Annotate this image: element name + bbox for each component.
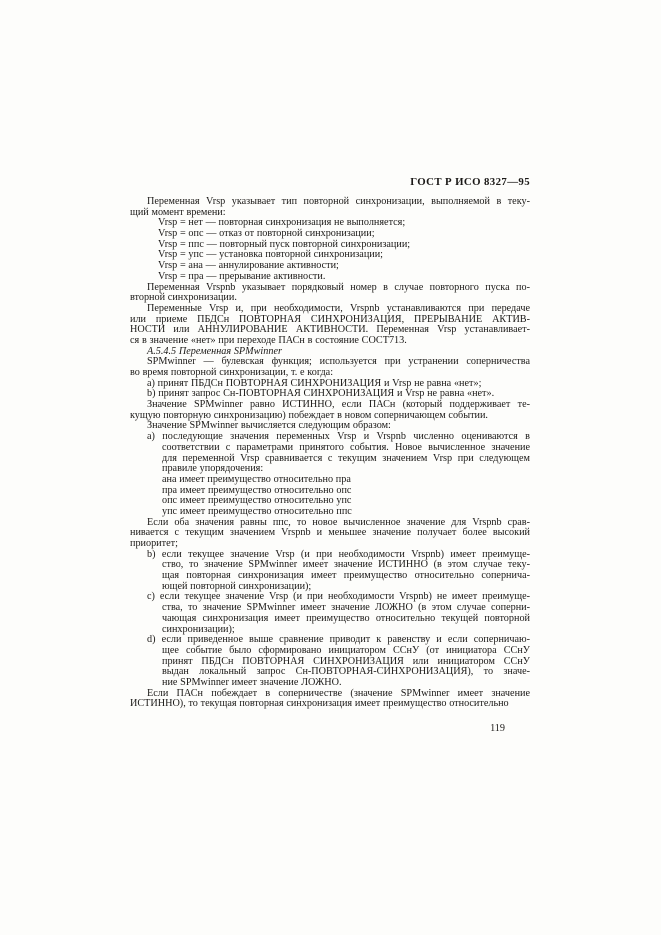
text-line: опс имеет преимущество относительно упс [162,495,352,507]
text-line: для переменной Vrsp сравнивается с текущим значением Vrsp при следующем [162,452,530,464]
text-line: a) последующие значения переменных Vrsp и Vrspnb численно оцениваются в [147,431,530,443]
text-line: упс имеет преимущество относительно ппс [162,505,352,517]
text-line: Значение SPMwinner равно ИСТИННО, если ПАСн (который поддерживает те- [147,399,530,411]
text-line: b) если текущее значение Vrsp (и при необходимости Vrspnb) имеет преимуще- [147,548,530,560]
text-line: ющей повторной синхронизации); [162,580,312,592]
text-line: a) принят ПБДСн ПОВТОРНАЯ СИНХРОНИЗАЦИЯ и Vrsp не равна «нет»; [147,377,482,389]
text-line: Если оба значения равны ппс, то новое вычисленное значение для Vrspnb срав- [147,516,530,528]
text-line: ства, то значение SPMwinner имеет значение ЛОЖНО (в этом случае соперни- [162,602,530,614]
text-line: b) принят запрос Сн-ПОВТОРНАЯ СИНХРОНИЗАЦИЯ и Vrsp не равна «нет». [147,388,495,400]
text-line: Vrsp = нет — повторная синхронизация не выполняется; [158,217,406,229]
text-line: ана имеет преимущество относительно пра [162,473,351,485]
text-line: щее событие было сформировано инициатором ССнУ (от инициатора ССнУ [162,644,530,656]
text-line: Vrsp = ппс — повторный пуск повторной синхронизации; [158,238,411,250]
text-line: чающая синхронизация имеет преимущество относительно текущей повторной [162,612,530,624]
text-line: Vrsp = упс — установка повторной синхронизации; [158,249,384,261]
text-line: Переменная Vrspnb указывает порядковый номер в случае повторного пуска по- [147,281,530,293]
text-line: d) если приведенное выше сравнение приводит к равенству и если соперничаю- [147,634,530,646]
page-number: 119 [490,723,505,734]
text-line: пра имеет преимущество относительно опс [162,484,352,496]
text-line: соответствии с параметрами принятого события. Новое вычисленное значение [162,441,530,453]
text-line: Vrsp = ана — аннулирование активности; [158,260,339,272]
text-line: А.5.4.5 Переменная SPMwinner [147,345,282,357]
text-line: вторной синхронизации. [130,292,237,304]
text-line: приоритет; [130,538,178,549]
text-line: Переменная Vrsp указывает тип повторной синхронизации, выполняемой в теку- [147,196,530,207]
document-body [130,197,530,710]
text-line: синхронизации); [162,623,235,635]
text-line: кущую повторную синхронизацию) побеждает в новом соперничающем событии. [130,409,488,421]
text-line: Значение SPMwinner вычисляется следующим образом: [147,420,391,432]
text-line: выдан локальный запрос Сн-ПОВТОРНАЯ-СИНХРОНИЗАЦИЯ), то значе- [162,666,530,678]
page-header: ГОСТ Р ИСО 8327—95 [410,176,530,188]
text-line: принят ПБДСн ПОВТОРНАЯ СИНХРОНИЗАЦИЯ или инициатором ССнУ [162,655,530,667]
text-line: Переменные Vrsp и, при необходимости, Vrspnb устанавливаются при передаче [147,302,530,314]
text-line: правиле упорядочения: [162,463,264,475]
text-line: ство, то значение SPMwinner имеет значение ИСТИННО (в этом случае теку- [162,559,530,571]
text-line: во время повторной синхронизации, т. е когда: [130,367,334,378]
text-line: Vrsp = пра — прерывание активности. [158,270,326,282]
text-line: c) если текущее значение Vrsp (и при необходимости Vrspnb) не имеет преимуще- [147,591,530,603]
text-line: ние SPMwinner имеет значение ЛОЖНО. [162,676,342,688]
text-line: ИСТИННО), то текущая повторная синхронизация имеет преимущество относительно [130,698,509,710]
text-line: или приеме ПБДСн ПОВТОРНАЯ СИНХРОНИЗАЦИЯ, ПРЕРЫВАНИЕ АКТИВ- [130,313,530,325]
text-line: НОСТИ или АННУЛИРОВАНИЕ АКТИВНОСТИ. Переменная Vrsp устанавливает- [130,324,530,336]
text-line: SPMwinner — булевская функция; используется при устранении соперничества [147,356,530,368]
text-line: ся в значение «нет» при переходе ПАСн в состояние СОСТ713. [130,334,407,346]
text-line: нивается с текущим значением Vrspnb и меньшее значение получает более высокий [130,527,530,539]
text-line: Если ПАСн побеждает в соперничестве (значение SPMwinner имеет значение [147,687,530,699]
text-line: Vrsp = опс — отказ от повторной синхронизации; [158,228,375,240]
text-line: щая повторная синхронизация имеет преимущество относительно сопернича- [162,570,530,582]
text-line: щий момент времени: [130,206,226,218]
